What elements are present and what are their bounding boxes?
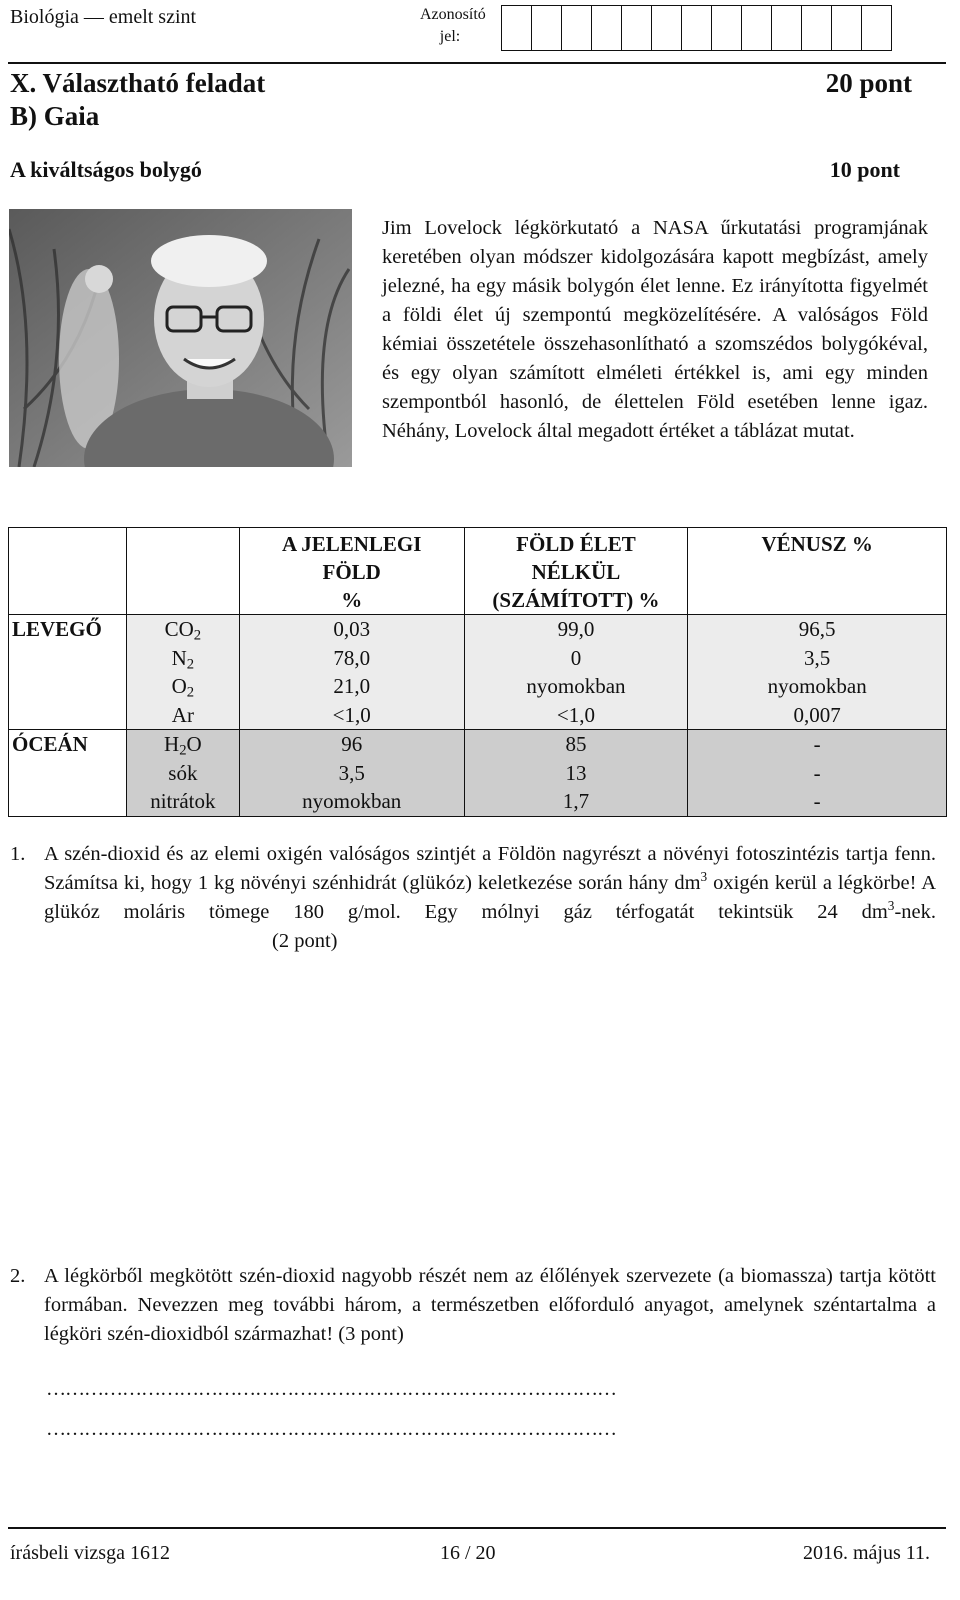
header-earth-now-l1: A JELENLEGI bbox=[281, 532, 422, 556]
composition-table bbox=[8, 527, 947, 817]
ocean-earth-now bbox=[239, 730, 464, 817]
cell: 96,5 bbox=[798, 617, 836, 641]
sub-o2: $O_2$ bbox=[171, 674, 195, 701]
answer-line-1[interactable]: ……………………………………………………………………………… bbox=[46, 1378, 616, 1400]
ocean-no-life bbox=[464, 730, 688, 817]
cell: - bbox=[813, 789, 821, 813]
cell: nyomokban bbox=[767, 674, 867, 698]
id-box[interactable] bbox=[591, 5, 622, 51]
cell: 3,5 bbox=[338, 760, 365, 785]
id-box[interactable] bbox=[561, 5, 592, 51]
sub-h2o: $H_2O$ bbox=[164, 732, 202, 759]
table-row-air bbox=[9, 615, 947, 730]
header-no-life-l1: FÖLD ÉLET bbox=[516, 532, 636, 556]
cell: 0,03 bbox=[333, 617, 371, 641]
air-label: LEVEGŐ bbox=[9, 615, 127, 730]
cell: 85 bbox=[565, 732, 587, 756]
subtask-points: 10 pont bbox=[829, 157, 900, 182]
id-box[interactable] bbox=[681, 5, 712, 51]
subtask-title: A kiváltságos bolygó bbox=[10, 157, 202, 182]
question-1-text: A szén-dioxid és az elemi oxigén valóságos szintjét a Földön nagyrészt a növényi fotoszintézis tartja fenn. Számítsa ki, hogy 1 kg növényi szénhidrát (glükóz) keletkezése során hány $dm^3$ oxigén kerül a légkörbe! A glükóz moláris tömege 180 g/mol. Egy mólnyi gáz térfogatát tekintsük 24 $dm^3-nek.(2$ pont) bbox=[44, 843, 937, 952]
header-no-life-l3: (SZÁMÍTOTT) % bbox=[492, 588, 660, 612]
cell: 96 bbox=[341, 732, 363, 756]
id-label-line1: Azonosító bbox=[420, 6, 486, 23]
cell: 0 bbox=[570, 645, 582, 670]
table-header-row bbox=[9, 528, 947, 615]
header-empty-2 bbox=[126, 528, 239, 615]
cell: 99,0 bbox=[557, 617, 595, 641]
task-option: B) Gaia bbox=[10, 101, 100, 131]
sub-salts: sók bbox=[168, 760, 198, 785]
cell: 78,0 bbox=[333, 645, 371, 670]
question-2 bbox=[10, 1262, 936, 1349]
question-1 bbox=[10, 840, 936, 956]
header-no-life-l2: NÉLKÜL bbox=[531, 560, 621, 584]
ocean-label: ÓCEÁN bbox=[9, 730, 127, 817]
ocean-venus bbox=[688, 730, 947, 817]
question-2-text: A légkörből megkötött szén-dioxid nagyobb részét nem az élőlények szervezete (a biomassza) tartja kötött formában. Nevezzen meg további három, a természetben előforduló anyagot, amelynek széntartalma a légköri szén-dioxidból származhat! (3 pont) bbox=[44, 1265, 936, 1345]
header-rule bbox=[8, 62, 946, 64]
id-box[interactable] bbox=[831, 5, 862, 51]
air-no-life bbox=[464, 615, 688, 730]
footer-date: 2016. május 11. bbox=[802, 1542, 930, 1564]
header-earth-now-l3: % bbox=[341, 588, 363, 612]
portrait-photo bbox=[9, 209, 352, 467]
id-box[interactable] bbox=[531, 5, 562, 51]
sub-co2: $CO_2$ bbox=[164, 617, 202, 644]
table-row-ocean bbox=[9, 730, 947, 817]
header-no-life bbox=[464, 528, 688, 615]
sub-nitrates: nitrátok bbox=[150, 789, 216, 813]
id-box[interactable] bbox=[501, 5, 532, 51]
id-box[interactable] bbox=[651, 5, 682, 51]
cell: nyomokban bbox=[526, 674, 626, 698]
id-box[interactable] bbox=[621, 5, 652, 51]
id-box[interactable] bbox=[741, 5, 772, 51]
id-box[interactable] bbox=[711, 5, 742, 51]
task-title: X. Választható feladat bbox=[10, 68, 266, 98]
id-label-line2: jel: bbox=[439, 28, 461, 45]
question-2-number: 2. bbox=[10, 1265, 26, 1287]
sub-ar: Ar bbox=[171, 702, 194, 727]
cell: <1,0 bbox=[332, 702, 371, 727]
id-box[interactable] bbox=[801, 5, 832, 51]
id-boxes bbox=[502, 5, 892, 51]
cell: 13 bbox=[565, 760, 587, 785]
air-substances bbox=[126, 615, 239, 730]
cell: 21,0 bbox=[333, 674, 371, 698]
question-1-number: 1. bbox=[10, 843, 26, 865]
task-points: 20 pont bbox=[825, 68, 912, 98]
header-earth-now-l2: FÖLD bbox=[322, 560, 381, 584]
cell: - bbox=[813, 732, 821, 756]
cell: nyomokban bbox=[302, 789, 402, 813]
cell: 0,007 bbox=[793, 702, 841, 727]
intro-paragraph: Jim Lovelock légkörkutató a NASA űrkutatási programjának keretében olyan módszer kidolgozására kapott megbízást, amely jelezné, ha egy másik bolygón élet lenne. Ez irányította figyelmét a földi élet új szempontú megközelítésére. A valóságos Föld kémiai összetétele összehasonlítható a szomszédos bolygókéval, és egy olyan számított elméleti értékkel is, ami egy minden szempontból hasonló, de élettelen Föld esetében lenne igaz. Néhány, Lovelock által megadott értéket a táblázat mutat. bbox=[382, 217, 928, 442]
header-empty-1 bbox=[9, 528, 127, 615]
sub-n2: $N_2$ bbox=[171, 645, 195, 673]
question-1-points: (2 pont) bbox=[272, 930, 338, 952]
cell: 1,7 bbox=[562, 789, 590, 813]
header-venus bbox=[688, 528, 947, 615]
cell: <1,0 bbox=[556, 702, 595, 727]
answer-line-2[interactable]: ……………………………………………………………………………… bbox=[46, 1418, 616, 1440]
footer-page-number: 16 / 20 bbox=[440, 1542, 496, 1564]
id-box[interactable] bbox=[861, 5, 892, 51]
footer-exam-code: írásbeli vizsga 1612 bbox=[10, 1542, 170, 1564]
air-venus bbox=[688, 615, 947, 730]
footer-rule bbox=[8, 1527, 946, 1529]
air-earth-now bbox=[239, 615, 464, 730]
header-subject: Biológia — emelt szint bbox=[10, 6, 197, 28]
header-venus-l1: VÉNUSZ % bbox=[761, 532, 873, 556]
header-earth-now bbox=[239, 528, 464, 615]
id-box[interactable] bbox=[771, 5, 802, 51]
ocean-substances bbox=[126, 730, 239, 817]
id-label bbox=[420, 4, 486, 48]
cell: - bbox=[813, 760, 821, 785]
cell: 3,5 bbox=[804, 645, 831, 670]
